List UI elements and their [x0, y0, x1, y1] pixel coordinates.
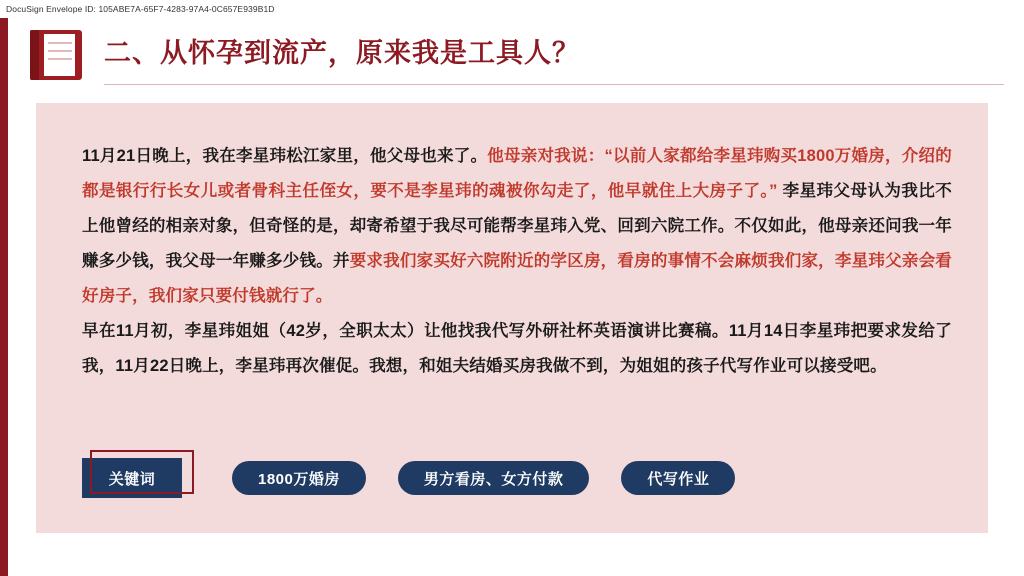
left-accent-stripe — [0, 0, 8, 576]
text-run-highlight: 要求我们家买好六院附近的学区房，看房的事情不会麻烦我们家，李星玮父亲会看好房子，我们家只要付钱就行了。 — [82, 252, 952, 305]
page-title: 二、从怀孕到流产，原来我是工具人？ — [104, 38, 580, 68]
text-run: 11月21日晚上，我在李星玮松江家里，他父母也来了。 — [82, 147, 488, 165]
text-run: 早在11月初，李星玮姐姐（42岁，全职太太）让他找我代写外研社杯英语演讲比赛稿。11月14日李星玮把要求发给了我，11月22日晚上，李星玮再次催促。我想，和姐夫结婚买房我做不到，为姐姐的孩子代写作业可以接受吧。 — [82, 322, 952, 375]
title-divider — [104, 84, 1004, 85]
text-run-highlight: 他母亲对我说：“以前人家都给李星玮购买1800万婚房，介绍的都是银行行长女儿或者骨科主任侄女，要不是李星玮的魂被你勾走了，他早就住上大房子了。” — [82, 147, 952, 200]
keyword-row — [82, 455, 962, 501]
keyword-pill-1[interactable]: 1800万婚房 — [232, 461, 366, 495]
docusign-envelope-bar — [0, 0, 300, 17]
paragraph-1 — [82, 139, 952, 314]
docusign-envelope-id: DocuSign Envelope ID: 105ABE7A-65F7-4283-97A4-0C657E939B1D — [6, 3, 275, 14]
book-icon — [30, 30, 86, 80]
text-run: 李星玮父母认为我比不上他曾经的相亲对象，但奇怪的是，却寄希望于我尽可能帮李星玮入党、回到六院工作。不仅如此，他母亲还问我一年赚多少钱，我父母一年赚多少钱。并 — [82, 182, 952, 270]
keyword-label: 关键词 — [82, 458, 182, 498]
slide-header — [22, 24, 1002, 84]
body-text — [82, 139, 952, 384]
content-panel — [36, 103, 988, 533]
paragraph-2 — [82, 314, 952, 384]
keyword-pill-2[interactable]: 男方看房、女方付款 — [398, 461, 590, 495]
keyword-pill-3[interactable]: 代写作业 — [621, 461, 735, 495]
